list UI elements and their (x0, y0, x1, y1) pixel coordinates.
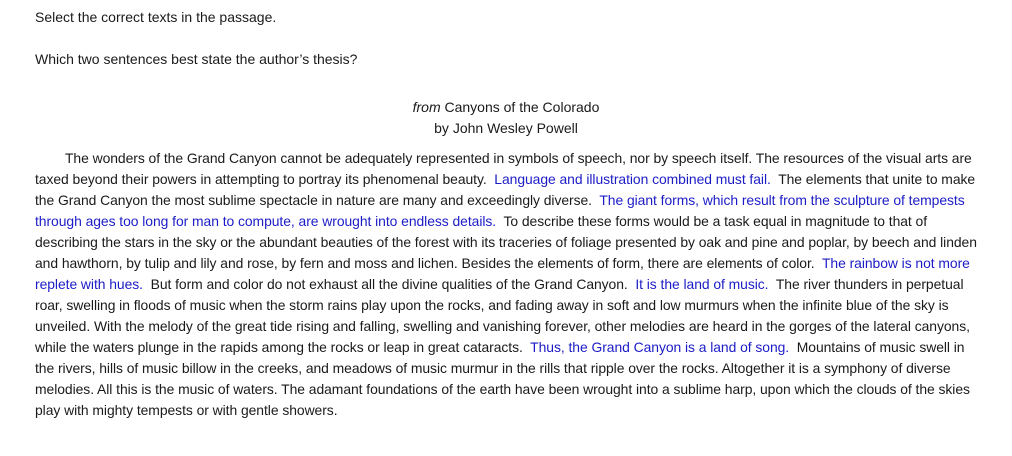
selectable-sentence-1[interactable]: Language and illustration combined must fail. (494, 171, 771, 187)
passage-source (0, 97, 1012, 139)
passage-text: The river thunders in perpetual roar, swelling in floods of music when the storm rains play upon the rocks, and fading away in soft and low murmurs when the infinite blue of the sky is unveiled. With the melody of the great tide rising and falling, swelling and vanishing forever, other melodies are heard in the gorges of the lateral canyons, while the waters plunge in the rapids among the rocks or leap in great cataracts. (35, 276, 970, 355)
passage-title-line (0, 97, 1012, 118)
question-text: Which two sentences best state the author’s thesis? (35, 51, 358, 67)
passage-text: The elements that unite to make the Grand Canyon the most sublime spectacle in nature are many and exceedingly diverse. (35, 171, 976, 208)
passage-title: Canyons of the Colorado (444, 99, 600, 115)
passage-text: To describe these forms would be a task equal in magnitude to that of describing the stars in the sky or the abundant beauties of the forest with its traceries of foliage presented by oak and pine and poplar, by beech and linden and hawthorn, by tulip and lily and rose, by fern and moss and lichen. Besides the elements of form, there are elements of color. (35, 213, 977, 271)
from-label: from (412, 99, 441, 115)
passage-body (35, 148, 979, 421)
selectable-sentence-2[interactable]: The giant forms, which result from the sculpture of tempests through ages too long for man to compute, are wrought into endless details. (35, 192, 965, 229)
passage-text: Mountains of music swell in the rivers, hills of music billow in the creeks, and meadows of music murmur in the rills that ripple over the rocks. Altogether it is a symphony of diverse melodies. All this is the music of waters. The adamant foundations of the earth have been wrought into a sublime harp, upon which the clouds of the skies play with mighty tempests or with gentle showers. (35, 339, 970, 418)
selectable-sentence-5[interactable]: Thus, the Grand Canyon is a land of song. (530, 339, 790, 355)
passage-byline: by John Wesley Powell (434, 120, 578, 136)
instruction-text: Select the correct texts in the passage. (35, 9, 277, 25)
selectable-sentence-3[interactable]: The rainbow is not more replete with hues. (35, 255, 970, 292)
selectable-sentence-4[interactable]: It is the land of music. (635, 276, 769, 292)
passage-text: But form and color do not exhaust all the divine qualities of the Grand Canyon. (150, 276, 628, 292)
passage-text: The wonders of the Grand Canyon cannot be adequately represented in symbols of speech, nor by speech itself. The resources of the visual arts are taxed beyond their powers in attempting to portray its phenomenal beauty. (35, 150, 972, 187)
